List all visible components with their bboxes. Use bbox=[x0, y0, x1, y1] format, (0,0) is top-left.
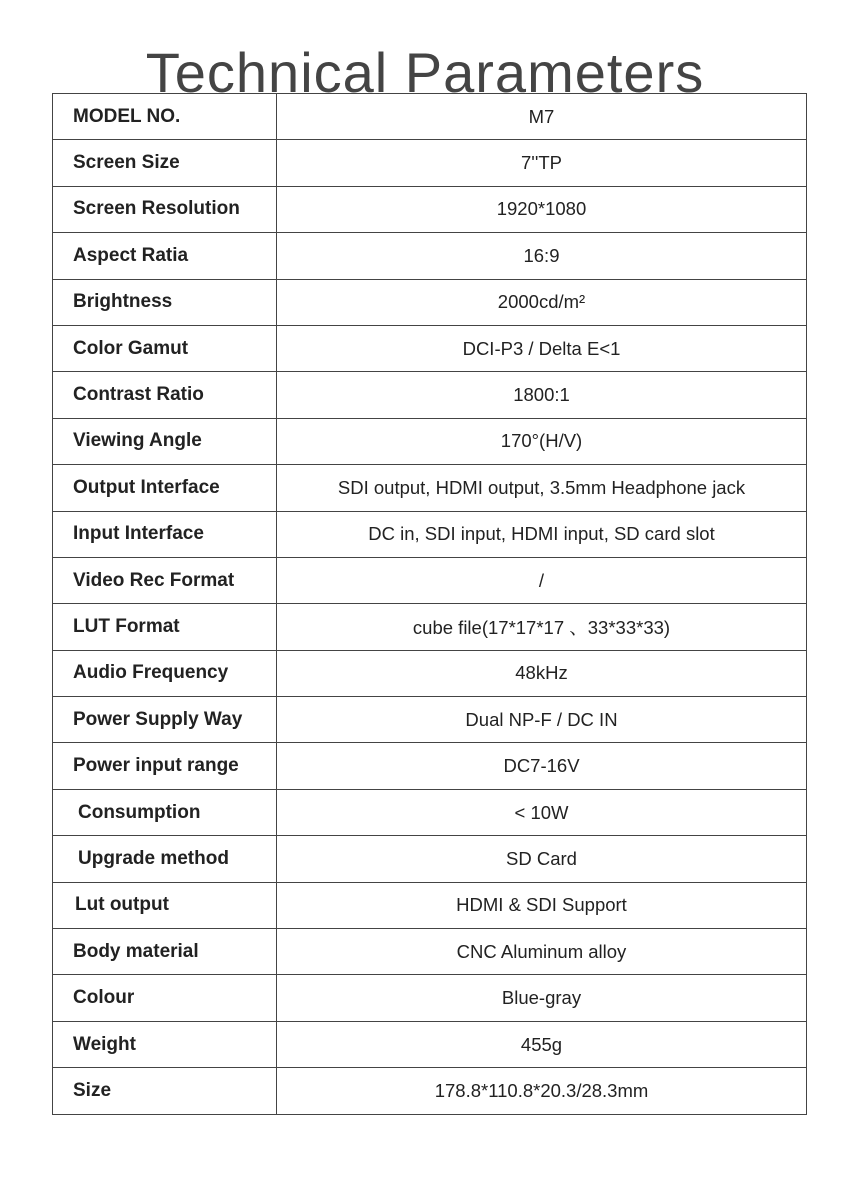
spec-label: Audio Frequency bbox=[53, 650, 277, 696]
spec-label: Video Rec Format bbox=[53, 557, 277, 603]
spec-label: Screen Resolution bbox=[53, 186, 277, 232]
spec-label: Screen Size bbox=[53, 140, 277, 186]
spec-value: 455g bbox=[277, 1021, 807, 1067]
spec-value: DC in, SDI input, HDMI input, SD card slot bbox=[277, 511, 807, 557]
spec-value: Blue-gray bbox=[277, 975, 807, 1021]
table-row bbox=[53, 604, 807, 650]
spec-label: Body material bbox=[53, 929, 277, 975]
table-row bbox=[53, 1021, 807, 1067]
spec-label: Power input range bbox=[53, 743, 277, 789]
table-row bbox=[53, 557, 807, 603]
spec-label: Upgrade method bbox=[53, 836, 277, 882]
spec-value: 178.8*110.8*20.3/28.3mm bbox=[277, 1068, 807, 1114]
spec-value: 2000cd/m² bbox=[277, 279, 807, 325]
spec-label: Viewing Angle bbox=[53, 418, 277, 464]
table-row bbox=[53, 233, 807, 279]
table-row bbox=[53, 279, 807, 325]
table-row bbox=[53, 372, 807, 418]
spec-value: 1920*1080 bbox=[277, 186, 807, 232]
spec-label: Consumption bbox=[53, 789, 277, 835]
spec-label: Weight bbox=[53, 1021, 277, 1067]
spec-label: Input Interface bbox=[53, 511, 277, 557]
spec-value: CNC Aluminum alloy bbox=[277, 929, 807, 975]
spec-label: Power Supply Way bbox=[53, 697, 277, 743]
spec-value: Dual NP-F / DC IN bbox=[277, 697, 807, 743]
spec-value: 16:9 bbox=[277, 233, 807, 279]
spec-value: 1800:1 bbox=[277, 372, 807, 418]
table-row bbox=[53, 94, 807, 140]
table-row bbox=[53, 650, 807, 696]
spec-label: Color Gamut bbox=[53, 325, 277, 371]
spec-value: HDMI & SDI Support bbox=[277, 882, 807, 928]
spec-label: Aspect Ratia bbox=[53, 233, 277, 279]
spec-value: SDI output, HDMI output, 3.5mm Headphone jack bbox=[277, 465, 807, 511]
spec-label: LUT Format bbox=[53, 604, 277, 650]
spec-value: 7''TP bbox=[277, 140, 807, 186]
spec-value: cube file(17*17*17 、33*33*33) bbox=[277, 604, 807, 650]
spec-value: DCI-P3 / Delta E<1 bbox=[277, 325, 807, 371]
table-row bbox=[53, 789, 807, 835]
table-row bbox=[53, 975, 807, 1021]
table-row bbox=[53, 882, 807, 928]
spec-label: Lut output bbox=[53, 882, 277, 928]
table-row bbox=[53, 465, 807, 511]
table-row bbox=[53, 511, 807, 557]
table-row bbox=[53, 697, 807, 743]
spec-value: 170°(H/V) bbox=[277, 418, 807, 464]
spec-label: Size bbox=[53, 1068, 277, 1114]
table-row bbox=[53, 325, 807, 371]
table-row bbox=[53, 186, 807, 232]
spec-table bbox=[52, 93, 807, 1115]
spec-label: Colour bbox=[53, 975, 277, 1021]
table-row bbox=[53, 140, 807, 186]
spec-label: Output Interface bbox=[53, 465, 277, 511]
table-row bbox=[53, 1068, 807, 1114]
spec-value: / bbox=[277, 557, 807, 603]
spec-value: M7 bbox=[277, 94, 807, 140]
table-row bbox=[53, 836, 807, 882]
table-row bbox=[53, 418, 807, 464]
page-title: Technical Parameters bbox=[145, 40, 705, 104]
spec-label: MODEL NO. bbox=[53, 94, 277, 140]
spec-label: Brightness bbox=[53, 279, 277, 325]
spec-value: 48kHz bbox=[277, 650, 807, 696]
spec-value: DC7-16V bbox=[277, 743, 807, 789]
spec-value: SD Card bbox=[277, 836, 807, 882]
table-row bbox=[53, 929, 807, 975]
spec-label: Contrast Ratio bbox=[53, 372, 277, 418]
table-row bbox=[53, 743, 807, 789]
spec-value: < 10W bbox=[277, 789, 807, 835]
